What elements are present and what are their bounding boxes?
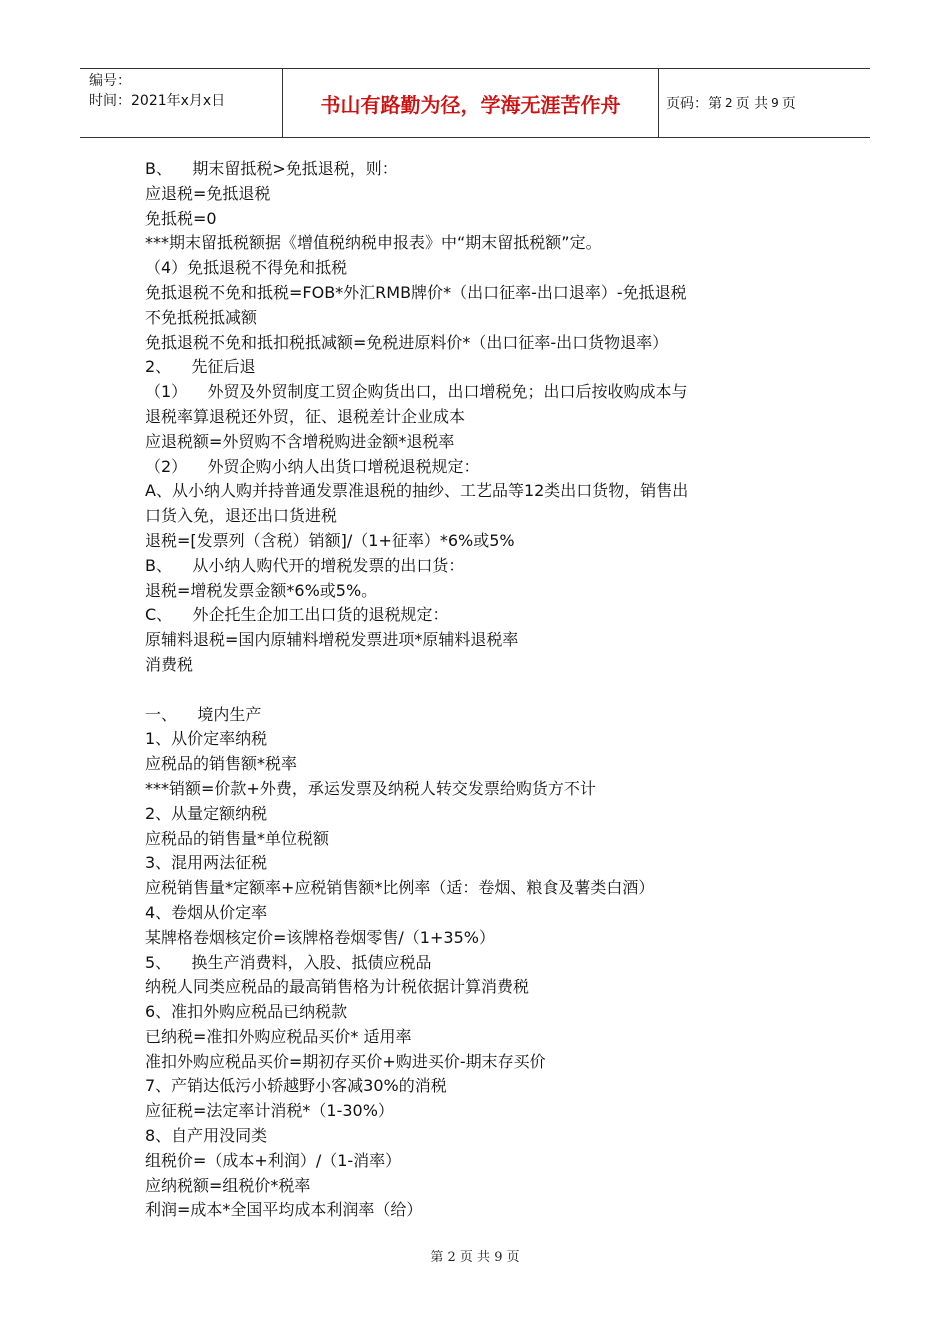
text-line: 利润=成本*全国平均成本利润率（给） bbox=[145, 1200, 423, 1220]
text-line: 纳税人同类应税品的最高销售格为计税依据计算消费税 bbox=[145, 977, 530, 997]
text-line: 8、自产用没同类 bbox=[145, 1126, 268, 1146]
page-current: 2 bbox=[725, 96, 733, 110]
text-line: 准扣外购应税品买价=期初存买价+购进买价-期末存买价 bbox=[145, 1051, 546, 1071]
text-line: ***销额=价款+外费，承运发票及纳税人转交发票给购货方不计 bbox=[145, 778, 596, 798]
text-line: B、 期末留抵税>免抵退税，则： bbox=[145, 159, 398, 178]
text-line: B、 从小纳人购代开的增税发票的出口货： bbox=[145, 555, 465, 575]
text-line: 2、从量定额纳税 bbox=[145, 803, 268, 823]
page-mid: 页 共 bbox=[735, 96, 769, 112]
text-line: 应税品的销售额*税率 bbox=[145, 754, 298, 774]
text-line: 消费税 bbox=[145, 654, 194, 674]
text-line: 6、准扣外购应税品已纳税款 bbox=[145, 1002, 348, 1022]
text-line: 不免抵税抵减额 bbox=[145, 307, 258, 327]
text-line: 5、 换生产消费料，入股、抵债应税品 bbox=[145, 952, 432, 972]
text-line: 退税=[发票列（含税）销额]/（1+征率）*6%或5% bbox=[145, 530, 515, 550]
text-line: 免抵退税不免和抵扣税抵减额=免税进原料价*（出口征率-出口货物退率） bbox=[145, 332, 669, 352]
text-line: 退税率算退税还外贸，征、退税差计企业成本 bbox=[145, 406, 466, 426]
text-line: 4、卷烟从价定率 bbox=[145, 902, 268, 922]
text-line: 免抵退税不免和抵税=FOB*外汇RMB牌价*（出口征率-出口退率）-免抵退税 bbox=[145, 282, 687, 302]
document-id-label: 编号： bbox=[89, 73, 131, 89]
text-line: 一、 境内生产 bbox=[145, 704, 262, 724]
text-line: 组税价=（成本+利润）/（1-消率） bbox=[145, 1150, 402, 1170]
text-line: 3、混用两法征税 bbox=[145, 853, 268, 873]
text-line: C、 外企托生企加工出口货的退税规定： bbox=[145, 605, 449, 625]
header-meta bbox=[80, 69, 282, 137]
page-header bbox=[80, 68, 870, 138]
text-line: （4）免抵退税不得免和抵税 bbox=[145, 258, 348, 278]
text-line: 应税品的销售量*单位税额 bbox=[145, 828, 330, 848]
text-line: A、从小纳人购并持普通发票准退税的抽纱、工艺品等12类出口货物，销售出 bbox=[145, 481, 689, 501]
page-prefix: 页码：第 bbox=[666, 96, 722, 112]
text-line: 1、从价定率纳税 bbox=[145, 729, 268, 749]
text-line: 应征税=法定率计消税*（1-30%） bbox=[145, 1101, 394, 1121]
text-line: 7、产销达低污小轿越野小客减30%的消税 bbox=[145, 1076, 447, 1096]
text-line: （2） 外贸企购小纳人出货口增税退税规定： bbox=[145, 456, 480, 476]
text-line: 已纳税=准扣外购应税品买价* 适用率 bbox=[145, 1026, 412, 1046]
text-line: 应纳税额=组税价*税率 bbox=[145, 1175, 311, 1195]
text-line: 口货入免，退还出口货进税 bbox=[145, 506, 338, 526]
header-motto: 书山有路勤为径，学海无涯苦作舟 bbox=[282, 69, 659, 137]
document-time-label: 时间：2021年x月x日 bbox=[89, 93, 226, 109]
text-line: 2、 先征后退 bbox=[145, 357, 256, 377]
text-line: 退税=增税发票金额*6%或5%。 bbox=[145, 580, 378, 600]
text-line: 应退税=免抵退税 bbox=[145, 183, 271, 203]
page-total: 9 bbox=[771, 96, 779, 110]
text-line: ***期末留抵税额据《增值税纳税申报表》中“期末留抵税额”定。 bbox=[145, 233, 602, 253]
document-body bbox=[145, 157, 815, 1223]
text-line: 某牌格卷烟核定价=该牌格卷烟零售/（1+35%） bbox=[145, 927, 495, 947]
text-line bbox=[145, 678, 815, 703]
text-line: 免抵税=0 bbox=[145, 208, 217, 228]
page-suffix: 页 bbox=[781, 96, 796, 112]
text-line: 应税销售量*定额率+应税销售额*比例率（适：卷烟、粮食及薯类白酒） bbox=[145, 878, 655, 898]
page-footer: 第 2 页 共 9 页 bbox=[430, 1250, 520, 1265]
text-line: 原辅料退税=国内原辅料增税发票进项*原辅料退税率 bbox=[145, 630, 519, 650]
text-line: 应退税额=外贸购不含增税购进金额*退税率 bbox=[145, 431, 455, 451]
header-page-number bbox=[658, 69, 870, 137]
text-line: （1） 外贸及外贸制度工贸企购货出口，出口增税免；出口后按收购成本与 bbox=[145, 382, 688, 402]
